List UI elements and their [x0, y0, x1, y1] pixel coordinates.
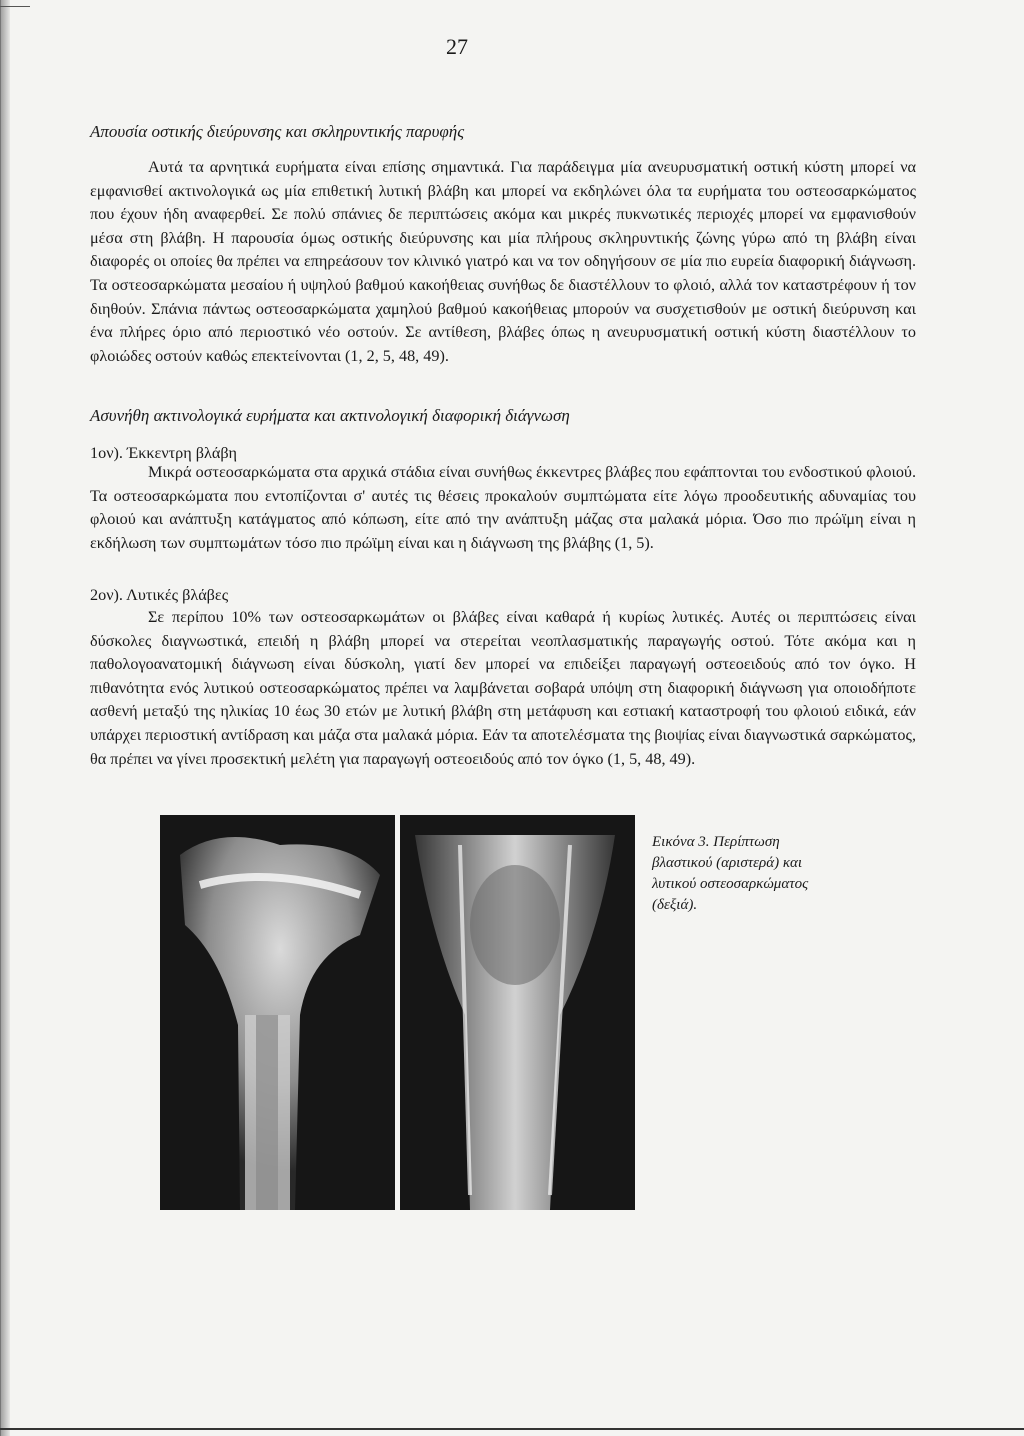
scan-edge [0, 0, 10, 1436]
section-heading-absence: Απουσία οστικής διεύρυνσης και σκληρυντικής παρυφής [90, 122, 465, 141]
paragraph-eccentric: Μικρά οστεοσαρκώματα στα αρχικά στάδια είναι συνήθως έκκεντρες βλάβες που εφάπτονται του ενδοστικού φλοιού. Τα οστεοσαρκώματα που εντοπίζονται σ' αυτές τις θέσεις προκαλούν συμπτώματα είτε λόγω προοδευτικής αδυναμίας του φλοιού και ανάπτυξη κατάγματος από κόπωση, είτε από την ανάπτυξη μάζας στα μαλακά μόρια. Όσο πιο πρώϊμη είναι η εκδήλωση των συμπτωμάτων τόσο πιο πρώϊμη είναι και η διάγνωση της βλάβης (1, 5). [90, 463, 916, 552]
paragraph-lytic: Σε περίπου 10% των οστεοσαρκωμάτων οι βλάβες είναι καθαρά ή κυρίως λυτικές. Αυτές οι περιπτώσεις είναι δύσκολες διαγνωστικά, επειδή η βλάβη μπορεί να στερείται νεοπλασματικής παραγωγής οστού. Τότε ακόμα και η παθολογοανατομική διάγνωση είναι δύσκολη, γιατί δεν μπορεί να επιδείξει παραγωγή οστεοειδούς από τον όγκο. Η πιθανότητα ενός λυτικού οστεοσαρκώματος πρέπει να λαμβάνεται σοβαρά υπόψη στη διαφορική διάγνωση για οποιοδήποτε ασθενή μεταξύ της ηλικίας 10 έως 30 ετών με λυτική βλάβη στη μετάφυση και εστιακή καταστροφή του φλοιού ειδικά, εάν υπάρχει περιοστική αντίδραση και μάζα στα μαλακά μόρια. Εάν τα αποτελέσματα της βιοψίας είναι διαγνωστικά σαρκώματος, θα πρέπει να γίνει προσεκτική μελέτη για παραγωγή οστεοειδούς από τον όγκο (1, 5, 48, 49). [90, 608, 916, 768]
xray-lytic-image [400, 815, 635, 1210]
bottom-rule [0, 1428, 1024, 1430]
xray-blastic-image [160, 815, 395, 1210]
frame-left-line [0, 0, 1, 1436]
section-heading-unusual: Ασυνήθη ακτινολογικά ευρήματα και ακτινολογική διαφορική διάγνωση [90, 406, 570, 425]
paragraph-negative-findings: Αυτά τα αρνητικά ευρήματα είναι επίσης σημαντικά. Για παράδειγμα μία ανευρυσματική οστική κύστη μπορεί να εμφανισθεί ακτινολογικά ως μία επιθετική λυτική βλάβη και μπορεί να εκδηλώνει όλα τα ευρήματα του οστεοσαρκώματος που έχουν ήδη αναφερθεί. Σε πολύ σπάνιες δε περιπτώσεις ακόμα και μικρές πυκνωτικές περιοχές μπορεί να εμφανισθούν μέσα στη βλάβη. Η παρουσία όμως οστικής διεύρυνσης και μία πλήρους σκληρυντικής ζώνης γύρω από τη βλάβη είναι διαφορές οι οποίες θα πρέπει να επηρεάσουν τον κλινικό γιατρό και να τον οδηγήσουν σε μία πιο ευρεία διαφορική διάγνωση. Τα οστεοσαρκώματα μεσαίου ή υψηλού βαθμού κακοήθειας συνήθως δε διαστέλλουν το φλοιό, αλλά τον καταστρέφουν ή τον διηθούν. Σπάνια πάντως οστεοσαρκώματα χαμηλού βαθμού κακοήθειας μπορούν να συσχετισθούν με οστική διεύρυνση και ένα πλήρες όριο από περιοστικό νέο οστούν. Σε αντίθεση, βλάβες όπως η ανευρυσματική οστική κύστη διαστέλλουν το φλοιώδες οστούν καθώς επεκτείνονται (1, 2, 5, 48, 49). [90, 158, 916, 365]
subheading-lytic: 2ον). Λυτικές βλάβες [90, 586, 229, 604]
figure-caption: Εικόνα 3. Περίπτωση βλαστικού (αριστερά) και λυτικού οστεοσαρκώματος (δεξιά). [652, 834, 809, 913]
frame-top-line [0, 6, 30, 7]
page-number: 27 [446, 34, 468, 59]
subheading-eccentric: 1ον). Έκκεντρη βλάβη [90, 444, 238, 462]
